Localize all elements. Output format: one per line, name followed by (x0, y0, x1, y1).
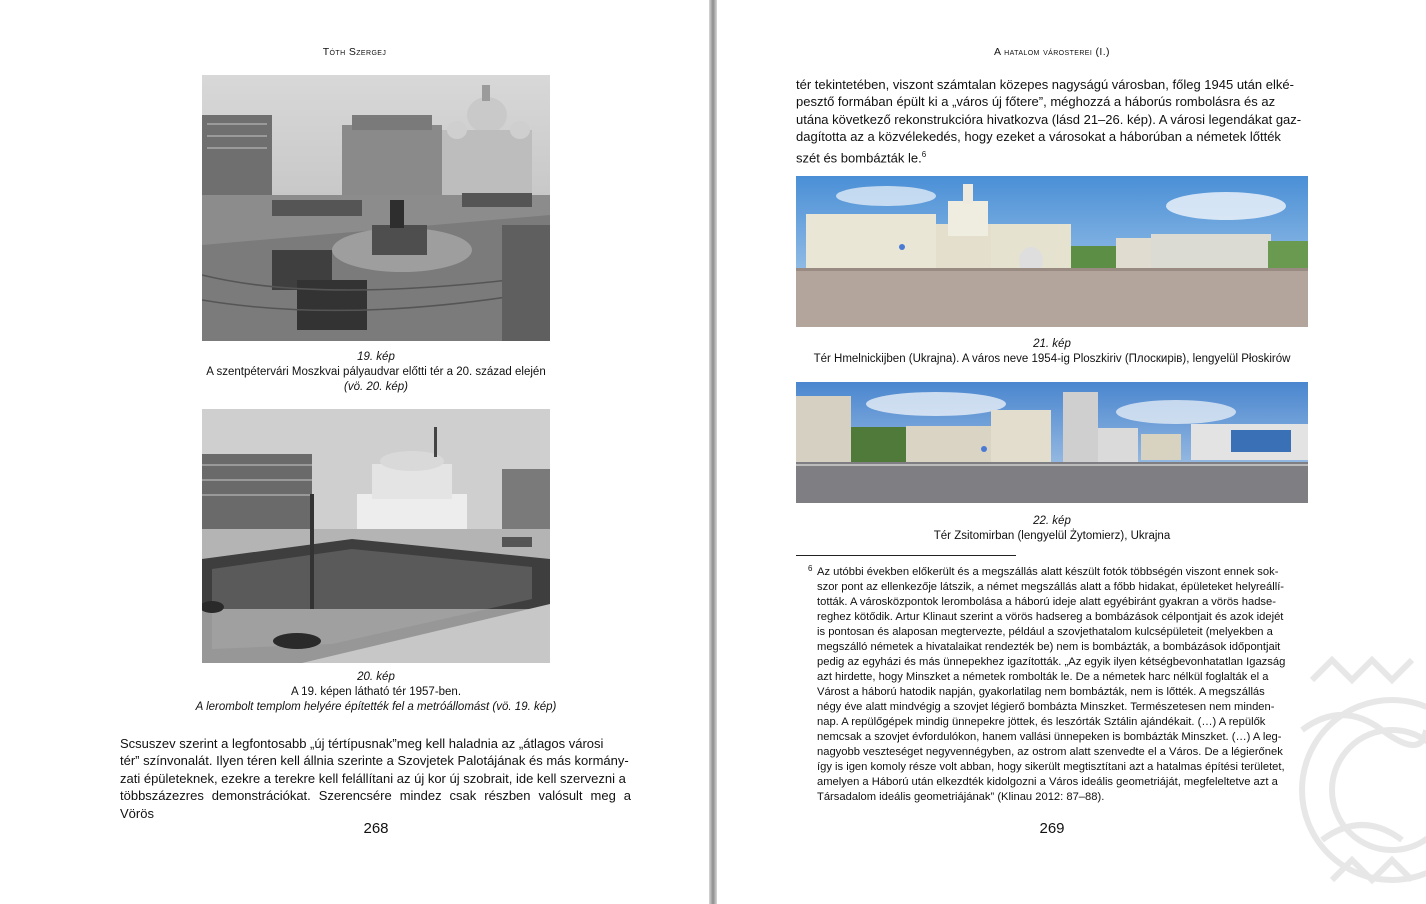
footnote-line: Társadalom ideális geometriájának” (Klinau 2012: 87–88). (817, 791, 1105, 803)
body-text-left (120, 735, 631, 822)
right-page (717, 0, 1426, 904)
left-page (0, 0, 709, 904)
watermark-ornament (1272, 640, 1426, 904)
caption-20 (150, 670, 602, 715)
footnote-reference: 6 (921, 149, 927, 159)
photo-21-hmelnickij-square (796, 176, 1308, 327)
footnote-line: nap. A repülőgépek mindig ünnepekre jöttek, és leszórták Sztálin ajándékait. (…) A repülők (817, 716, 1266, 728)
page-number-right: 269 (1039, 820, 1065, 837)
caption-21-number: 21. kép (1033, 338, 1071, 350)
running-head-left: Tóth Szergej (322, 46, 387, 58)
footnote-line: szor pont az ellenkezője látszik, a német megszállás alatt a főbb hidakat, épületeket helyreállí- (817, 581, 1285, 593)
footnote-line: amelyen a Háború után elkezdték kidolgozni a Város ideális geometriáját, megfeleltetve azt a (817, 776, 1278, 788)
footnote-line: nemcsak a szovjet évfordulókon, hanem vallási ünnepeken is bombázták Minszket. (…) A leg- (817, 731, 1282, 743)
book-gutter (709, 0, 717, 904)
body-line: tér tekintetében, viszont számtalan közepes nagyságú városban, főleg 1945 után elké- (796, 77, 1294, 92)
body-text-right (796, 76, 1308, 166)
footnote-line: tották. A városközpontok lerombolása a háború ideje alatt egyébiránt gyakran a vörös hadse- (817, 596, 1276, 608)
caption-21 (757, 337, 1347, 367)
footnote-line: négy éve alatt mindvégig a szovjet légierő bombázta Minszket. Természetesen nem minden- (817, 701, 1275, 713)
body-line: pesztő formában épült ki a „város új főtere”, méghozzá a háborús rombolásra és az (796, 94, 1276, 110)
caption-20-note: A lerombolt templom helyére építették fel a metróállomást (vö. 19. kép) (195, 701, 557, 713)
body-line-last (796, 146, 1308, 167)
photo-19-moscow-station-square (202, 75, 550, 341)
body-line: utána következő rekonstrukcióra hivatkozva (lásd 21–26. kép). A városi legendákat gaz- (796, 111, 1302, 127)
caption-19-note: (vö. 20. kép) (344, 381, 408, 393)
body-line: tér” színvonalát. Ilyen téren kell állnia szerinte a Szovjetek Palotájának és más kormány- (120, 753, 629, 769)
footnote-line: megszálló németek a hivatalaikat rendezték be) nem is bombázták, a bombázások időpontjait (817, 641, 1281, 653)
body-line: többszázezres demonstrációkat. Szerencsére mindez csak részben valósult meg a Vörös (120, 788, 631, 821)
footnote-line: Az utóbbi években előkerült és a megszállás alatt készült fotók többségén viszont ennek sok- (817, 566, 1279, 578)
body-line: Scsuszev szerint a legfontosabb „új tértípusnak”meg kell haladnia az „átlagos városi (120, 736, 604, 751)
footnote-line: reghez kötődik. Artur Klinaut szerint a vörös hadsereg a bombázások célpontjait és azok idejét (817, 611, 1284, 623)
photo-20-square-1957 (202, 409, 550, 663)
caption-20-number: 20. kép (357, 671, 395, 683)
caption-19 (170, 350, 582, 395)
photo-22-zsitomir-square (796, 382, 1308, 503)
running-head-right: A hatalom városterei (I.) (994, 46, 1110, 58)
caption-19-text: A szentpétervári Moszkvai pályaudvar előtti tér a 20. század elején (206, 366, 546, 378)
caption-22-text: Tér Zsitomirban (lengyelül Żytomierz), Ukrajna (933, 530, 1171, 542)
caption-20-text: A 19. képen látható tér 1957-ben. (290, 686, 462, 698)
footnote-line: pedig az egyházi és más ünnepekhez igazították. „Az egyik ilyen kétségbevonhatatlan Igazság (817, 656, 1286, 668)
caption-22 (796, 514, 1308, 544)
caption-21-text: Tér Hmelnickijben (Ukrajna). A város neve 1954-ig Ploszkiriv (Плоскирів), lengyelül Płoskirów (813, 353, 1291, 365)
footnote-line: így is igen komoly része volt abban, hogy sikerült megtisztítani azt a hatalmas építési területet, (817, 761, 1285, 773)
page-number-left: 268 (363, 820, 389, 837)
body-line: dagította az a közvélekedés, hogy ezeket a városokat a háborúban a németek lőtték (796, 129, 1281, 145)
body-line: szét és bombázták le. (796, 149, 922, 165)
footnote-line: is pontosan és alaposan megtervezte, például a szovjethatalom kulcsépületeit (melyekben a (817, 626, 1273, 638)
caption-22-number: 22. kép (1033, 515, 1071, 527)
footnote-line: Várost a háború hatodik napján, gyakorlatilag nem bombázták, nem is lőtték. A megszállás (817, 686, 1265, 698)
footnote-rule (796, 555, 1016, 556)
caption-19-number: 19. kép (357, 351, 395, 363)
footnote-text (817, 565, 1308, 805)
footnote-mark: 6 (808, 564, 813, 573)
footnote-line: nagyobb veszteséget negyvennégyben, az ostrom alatt szenvedte el a Város. De a légierőnek (817, 746, 1283, 758)
body-line: zati épületeknek, ezekre a terekre kell felállítani az új kor új szobrait, ide kell szervezni a (120, 770, 626, 786)
footnote-line: azt hirdette, hogy Minszket a németek rombolták le. De a németek harc nélkül foglalták el a (817, 671, 1269, 683)
